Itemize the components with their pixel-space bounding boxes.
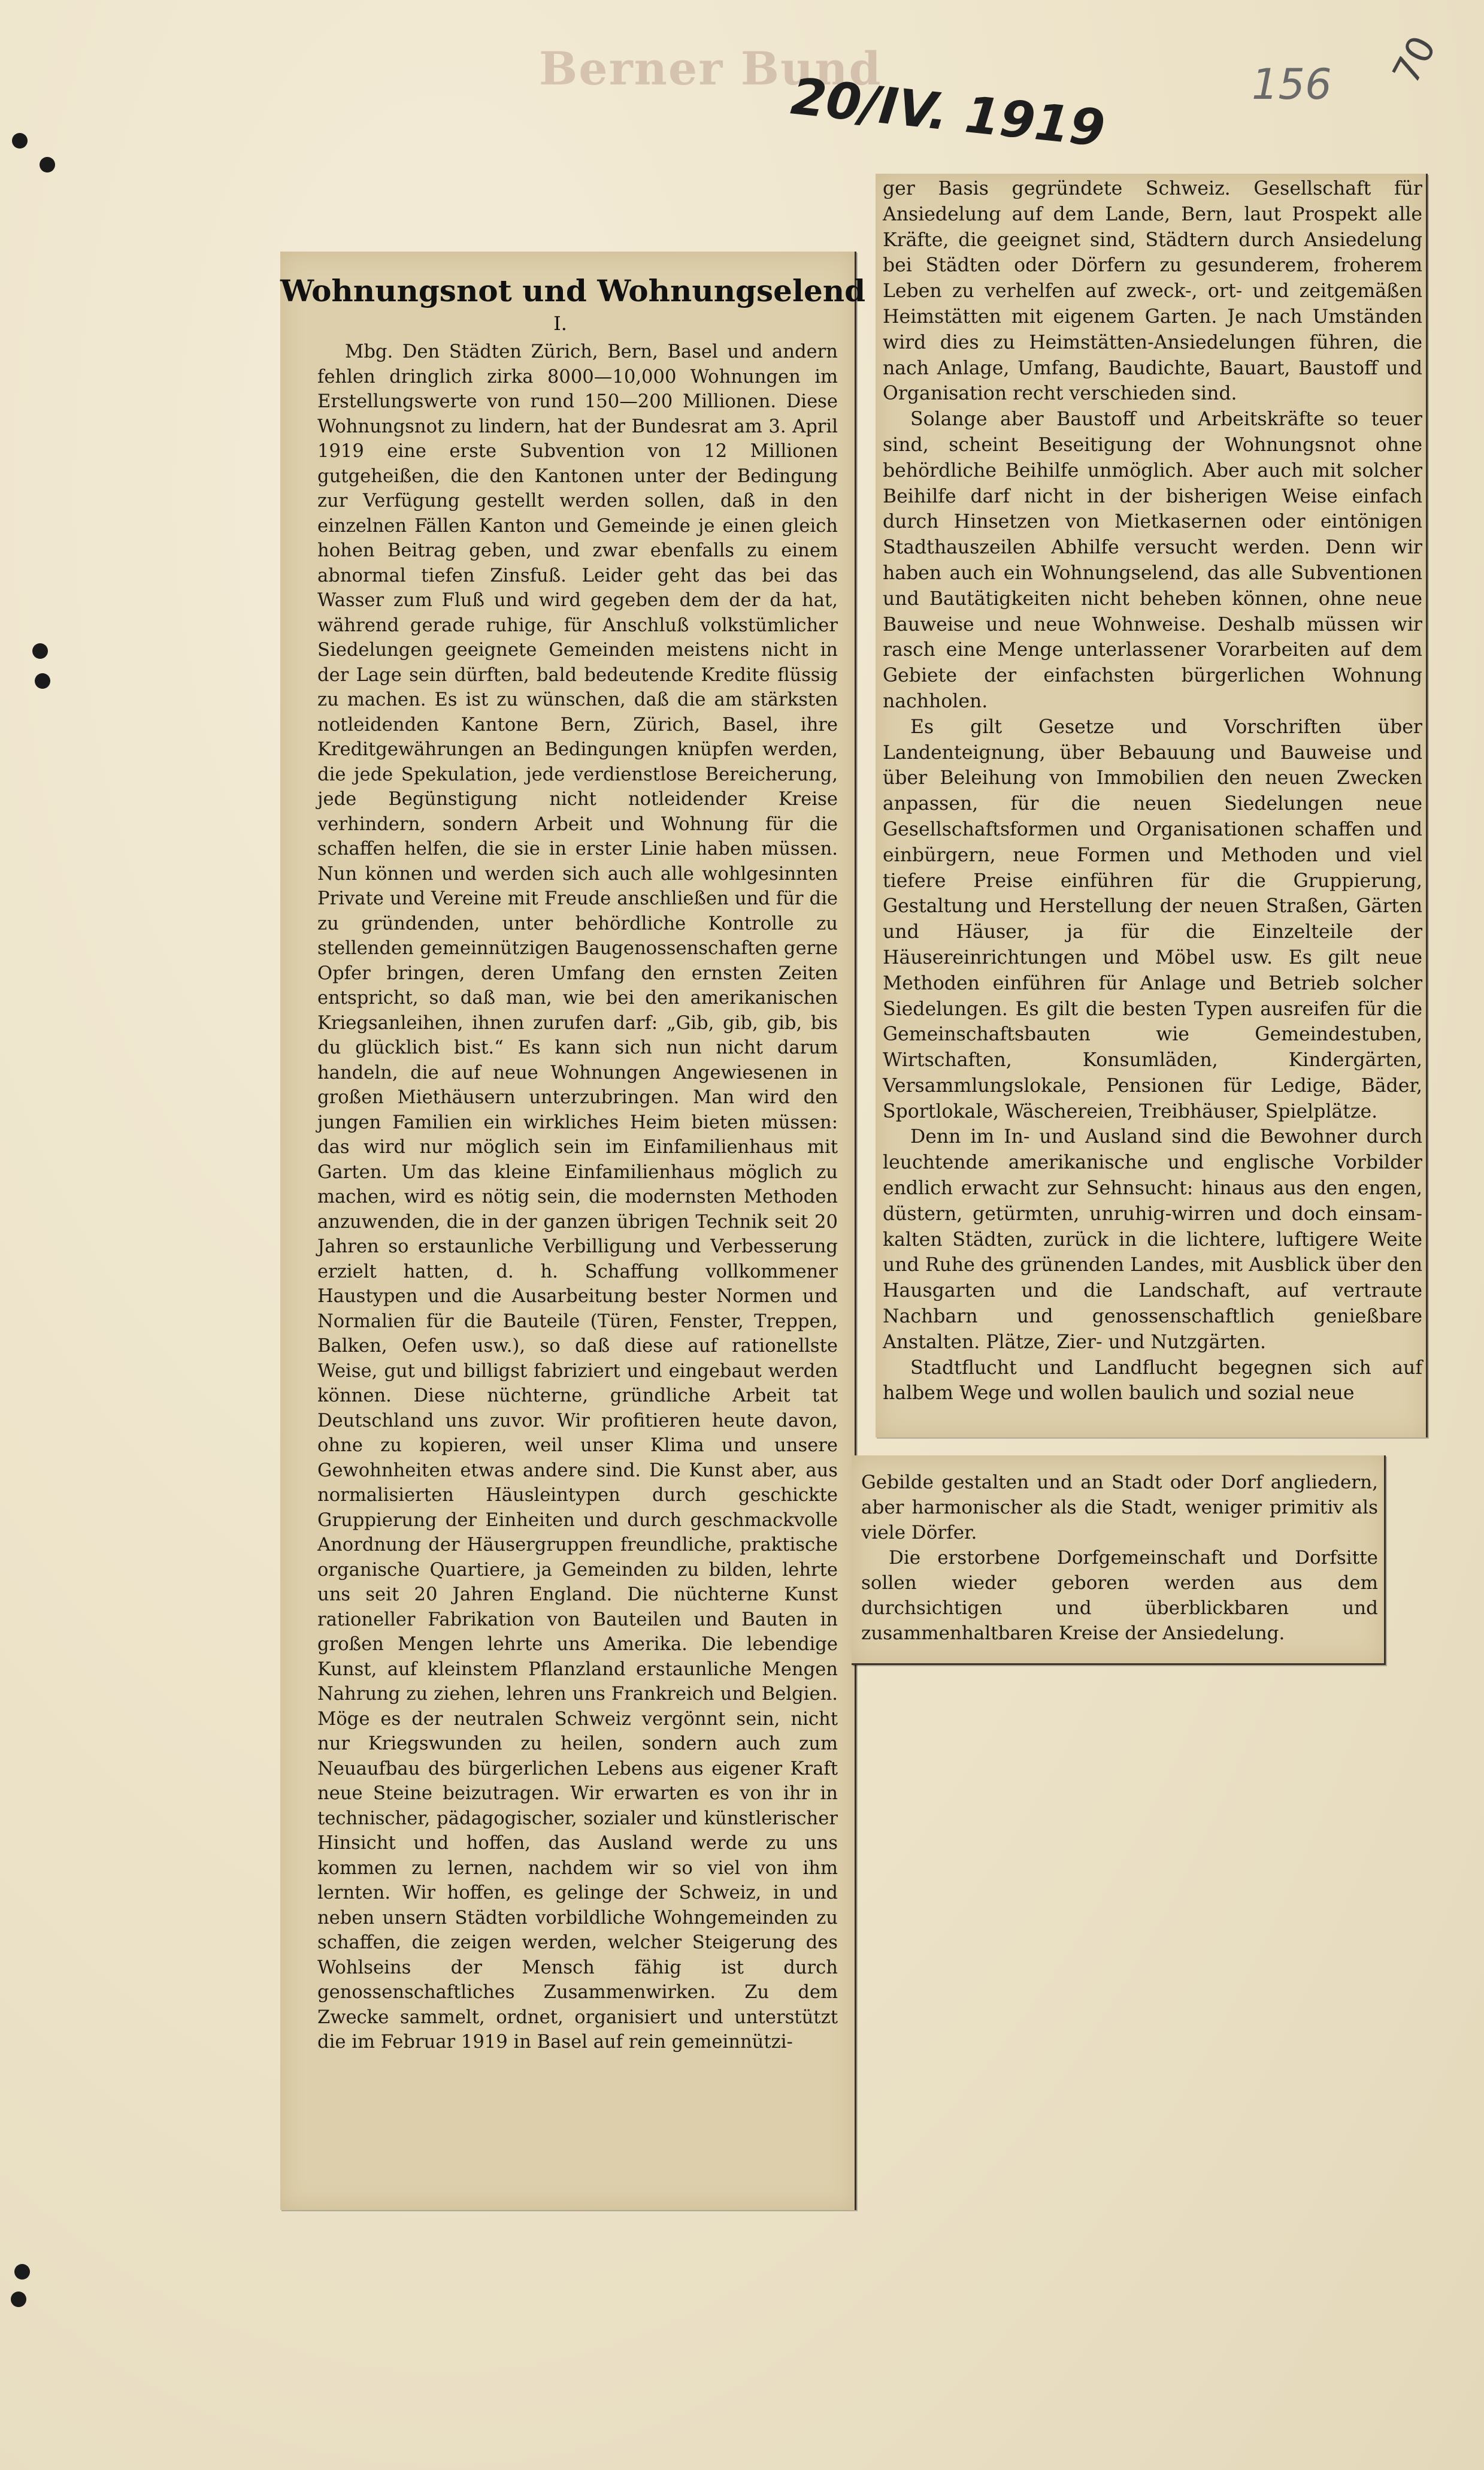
punch-hole	[32, 643, 48, 659]
article-paragraph: ger Basis gegründete Schweiz. Gesellschaft für Ansiedelung auf dem Lande, Bern, laut Prospekt alle Kräfte, die geeignet sind, Städtern durch Ansiedelung bei Städten oder Dörfern zu gesunderem, froherem Leben zu verhelfen auf zweck-, ort- und zeitgemäßen Heimstätten mit eigenem Garten. Je nach Umständen wird dies zu Heimstätten-Ansiedelungen führen, die nach Anlage, Umfang, Baudichte, Bauart, Baustoff und Organisation recht verschieden sind.	[883, 178, 1422, 405]
clipping-column-2	[876, 174, 1428, 1437]
handwritten-date: 20/IV. 1919	[788, 66, 1108, 158]
article-headline: Wohnungsnot und Wohnungselend	[280, 273, 866, 308]
punch-hole	[35, 673, 50, 689]
punch-hole	[11, 2292, 26, 2307]
punch-hole	[14, 2264, 30, 2280]
punch-hole	[12, 133, 28, 149]
clipping-column-3	[852, 1455, 1386, 1665]
corner-note: 70	[1383, 29, 1445, 92]
article-paragraph: Gebilde gestalten und an Stadt oder Dorf angliedern, aber harmonischer als die Stadt, weniger primitiv als viele Dörfer.	[861, 1472, 1378, 1543]
article-paragraph: Die erstorbene Dorfgemeinschaft und Dorfsitte sollen wieder geboren werden aus dem durchsichtigen und überblickbaren und zusammenhaltbaren Kreise der Ansiedelung.	[861, 1547, 1378, 1644]
page-number: 156	[1252, 60, 1332, 109]
newspaper-stamp: Berner Bund	[539, 42, 882, 95]
punch-hole	[40, 157, 55, 172]
article-paragraph: Denn im In- und Ausland sind die Bewohner durch leuchtende amerikanische und englische Vorbilder endlich erwacht zur Sehnsucht: hinaus aus den engen, düstern, getürmten, unruhig-wirren und doch einsam-kalten Städten, zurück in die lichtere, luftigere Weite und Ruhe des grünenden Landes, mit Ausblick über den Hausgarten und die Landschaft, auf vertraute Nachbarn und genossenschaftlich genießbare Anstalten. Plätze, Zier- und Nutzgärten.	[883, 1126, 1422, 1353]
article-part-number: I.	[553, 312, 567, 335]
article-paragraph: Mbg. Den Städten Zürich, Bern, Basel und andern fehlen dringlich zirka 8000—10,000 Wohnungen im Erstellungswerte von rund 150—200 Millionen. Diese Wohnungsnot zu lindern, hat der Bundesrat am 3. April 1919 eine erste Subvention von 12 Millionen gutgeheißen, die den Kantonen unter der Bedingung zur Verfügung gestellt werden sollen, daß in den einzelnen Fällen Kanton und Gemeinde je einen gleich hohen Beitrag geben, und zwar ebenfalls zu einem abnormal tiefen Zinsfuß. Leider geht das bei das Wasser zum Fluß und wird gegeben dem der da hat, während gerade ruhige, für Anschluß volkstümlicher Siedelungen geeignete Gemeinden meistens nicht in der Lage sein dürften, bald bedeutende Kredite flüssig zu machen. Es ist zu wünschen, daß die am stärksten notleidenden Kantone Bern, Zürich, Basel, ihre Kreditgewährungen an Bedingungen knüpfen werden, die jede Spekulation, jede verdienstlose Bereicherung, jede Begünstigung nicht notleidender Kreise verhindern, sondern Arbeit und Wohnung für die schaffen helfen, die sie in erster Linie haben müssen. Nun können und werden sich auch alle wohlgesinnten Private und Vereine mit Freude anschließen und für die zu gründenden, unter behördliche Kontrolle zu stellenden gemeinnützigen Baugenossenschaften gerne Opfer bringen, deren Umfang den ernsten Zeiten entspricht, so daß man, wie bei den amerikanischen Kriegsanleihen, ihnen zurufen darf: „Gib, gib, gib, bis du glücklich bist.“ Es kann sich nun nicht darum handeln, die auf neue Wohnungen Angewiesenen in großen Miethäusern unterzubringen. Man wird den jungen Familien ein wirkliches Heim bieten müssen: das wird nur möglich sein im Einfamilienhaus mit Garten. Um das kleine Einfamilienhaus möglich zu machen, wird es nötig sein, die modernsten Methoden anzuwenden, die in der ganzen übrigen Technik seit 20 Jahren so erstaunliche Verbilligung und Verbesserung erzielt hatten, d. h. Schaffung vollkommener Haustypen und die Ausarbeitung bester Normen und Normalien für die Bauteile (Türen, Fenster, Treppen, Balken, Oefen usw.), so daß diese auf rationellste Weise, gut und billigst fabriziert und eingebaut werden können. Diese nüchterne, gründliche Arbeit tat Deutschland uns zuvor. Wir profitieren heute davon, ohne zu kopieren, weil unser Klima und unsere Gewohnheiten etwas andere sind. Die Kunst aber, aus normalisierten Häusleintypen durch geschickte Gruppierung der Einheiten und durch geschmackvolle Anordnung der Häusergruppen freundliche, praktische organische Quartiere, ja Gemeinden zu bilden, lehrte uns seit 20 Jahren England. Die nüchterne Kunst rationeller Fabrikation von Bauteilen und Bauten in großen Mengen lehrte uns Amerika. Die lebendige Kunst, auf kleinstem Pflanzland erstaunliche Mengen Nahrung zu ziehen, lehren uns Frankreich und Belgien. Möge es der neutralen Schweiz vergönnt sein, nicht nur Kriegswunden zu heilen, sondern auch zum Neuaufbau des bürgerlichen Lebens aus eigener Kraft neue Steine beizutragen. Wir erwarten es von ihr in technischer, pädagogischer, sozialer und künstlerischer Hinsicht und hoffen, das Ausland werde zu uns kommen zu lernen, nachdem wir so viel von ihm lernten. Wir hoffen, es gelinge der Schweiz, in und neben unsern Städten vorbildliche Wohngemeinden zu schaffen, die zeigen werden, welcher Steigerung des Wohlseins der Mensch fähig ist durch genossenschaftliches Zusammenwirken. Zu dem Zwecke sammelt, ordnet, organisiert und unterstützt die im Februar 1919 in Basel auf rein gemeinnützi-	[317, 341, 838, 2053]
article-paragraph: Solange aber Baustoff und Arbeitskräfte so teuer sind, scheint Beseitigung der Wohnungsnot ohne behördliche Beihilfe unmöglich. Aber auch mit solcher Beihilfe darf nicht in der bisherigen Weise einfach durch Hinsetzen von Mietkasernen oder eintönigen Stadthauszeilen Abhilfe versucht werden. Denn wir haben auch ein Wohnungselend, das alle Subventionen und Bautätigkeiten nicht beheben können, ohne neue Bauweise und neue Wohnweise. Deshalb müssen wir rasch eine Menge unterlassener Vorarbeiten auf dem Gebiete der einfachsten bürgerlichen Wohnung nachholen.	[883, 408, 1422, 712]
article-paragraph: Stadtflucht und Landflucht begegnen sich auf halbem Wege und wollen baulich und sozial neue	[883, 1357, 1422, 1404]
article-paragraph: Es gilt Gesetze und Vorschriften über Landenteignung, über Bebauung und Bauweise und über Beleihung von Immobilien den neuen Zwecken anpassen, für die neuen Siedelungen neue Gesellschaftsformen und Organisationen schaffen und einbürgern, neue Formen und Methoden und viel tiefere Preise einführen für die Gruppierung, Gestaltung und Herstellung der neuen Straßen, Gärten und Häuser, ja für die Einzelteile der Häusereinrichtungen und Möbel usw. Es gilt neue Methoden einführen für Anlage und Betrieb solcher Siedelungen. Es gilt die besten Typen ausreifen für die Gemeinschaftsbauten wie Gemeindestuben, Wirtschaften, Konsumläden, Kindergärten, Versammlungslokale, Pensionen für Ledige, Bäder, Sportlokale, Wäschereien, Treibhäuser, Spielplätze.	[883, 716, 1422, 1122]
clipping-column-1	[280, 252, 866, 2210]
